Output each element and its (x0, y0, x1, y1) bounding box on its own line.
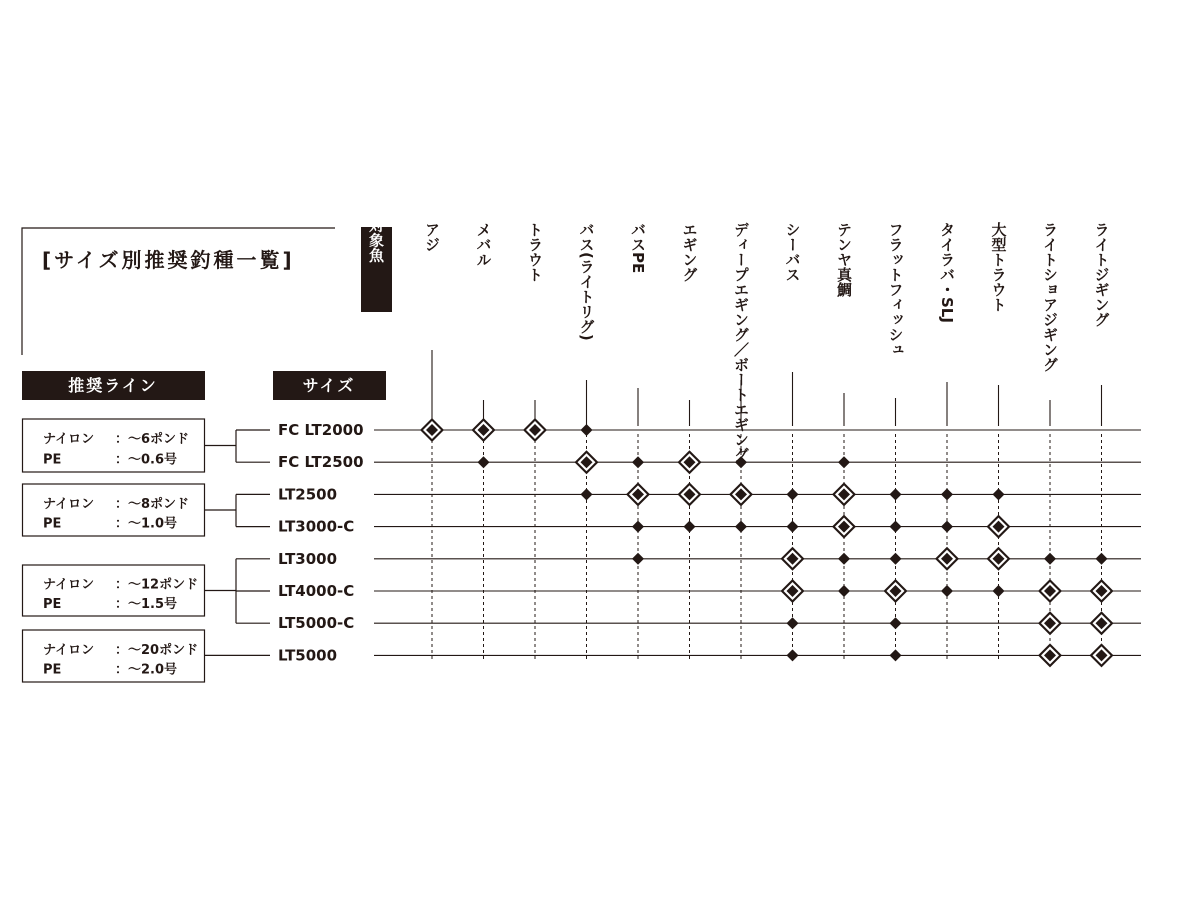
small-diamond-marker (890, 553, 902, 565)
nylon-label: ナイロン (43, 496, 95, 512)
large-diamond-marker (781, 579, 805, 603)
small-diamond-marker (993, 585, 1005, 597)
small-diamond-marker (890, 521, 902, 533)
small-diamond-marker (890, 488, 902, 500)
fish-column-label: バス(ライトリグ) (577, 222, 596, 341)
small-diamond-marker (478, 456, 490, 468)
small-diamond-marker (787, 521, 799, 533)
fish-column-label: トラウト (526, 222, 544, 282)
small-diamond-marker (838, 553, 850, 565)
size-row-label: LT4000-C (278, 582, 355, 600)
nylon-value: ：～12ポンド (115, 577, 199, 593)
large-diamond-marker (832, 482, 856, 506)
pe-label: PE (43, 662, 62, 678)
nylon-label: ナイロン (43, 642, 95, 658)
fish-column-label: タイラバ・SLJ (938, 222, 956, 323)
fish-column-label: ライトショアジギング (1041, 222, 1059, 372)
fish-column-label: テンヤ真鯛 (835, 222, 853, 297)
nylon-value: ：～6ポンド (115, 432, 190, 448)
small-diamond-marker (787, 617, 799, 629)
nylon-label: ナイロン (43, 432, 95, 448)
size-row-label: LT5000 (278, 646, 338, 665)
small-diamond-marker (581, 488, 593, 500)
large-diamond-marker (729, 482, 753, 506)
small-diamond-marker (890, 649, 902, 661)
large-diamond-marker (523, 418, 547, 442)
fish-column-label: 大型トラウト (989, 222, 1008, 312)
pe-label: PE (43, 516, 62, 532)
large-diamond-marker (987, 547, 1011, 571)
line-group (23, 419, 271, 472)
large-diamond-marker (678, 450, 702, 474)
pe-label: PE (43, 452, 62, 468)
size-row-label: LT2500 (278, 485, 338, 504)
pe-value: ：～1.0号 (115, 516, 178, 532)
large-diamond-marker (832, 515, 856, 539)
small-diamond-marker (838, 456, 850, 468)
pe-value: ：～0.6号 (115, 452, 178, 468)
size-row-label: FC LT2000 (278, 421, 364, 439)
grid-layer (374, 350, 1141, 661)
line-group (23, 484, 271, 536)
small-diamond-marker (581, 424, 593, 436)
small-diamond-marker (941, 488, 953, 500)
fish-column-label: シーバス (783, 222, 802, 282)
small-diamond-marker (941, 585, 953, 597)
large-diamond-marker (420, 418, 444, 442)
large-diamond-marker (1090, 643, 1114, 667)
small-diamond-marker (1096, 553, 1108, 565)
size-row-label: LT3000-C (278, 517, 355, 536)
fish-column-label: フラットフィッシュ (886, 222, 905, 357)
small-diamond-marker (632, 456, 644, 468)
fish-column-label: ディープエギング／ボートエギング (732, 222, 750, 462)
fish-column-label: メバル (474, 222, 493, 267)
large-diamond-marker (1090, 611, 1114, 635)
large-diamond-marker (781, 547, 805, 571)
large-diamond-marker (472, 418, 496, 442)
fish-column-label: エギング (680, 222, 699, 282)
line-group (23, 559, 271, 623)
fish-column-label: バスPE (629, 222, 647, 274)
large-diamond-marker (1038, 643, 1062, 667)
large-diamond-marker (1038, 579, 1062, 603)
small-diamond-marker (684, 521, 696, 533)
label-layer (278, 222, 1111, 664)
large-diamond-marker (1038, 611, 1062, 635)
small-diamond-marker (735, 521, 747, 533)
line-group (23, 630, 271, 682)
small-diamond-marker (632, 521, 644, 533)
fish-column-label: ライトジギング (1092, 222, 1111, 327)
large-diamond-marker (1090, 579, 1114, 603)
size-row-label: LT3000 (278, 549, 338, 568)
size-row-label: LT5000-C (278, 614, 355, 633)
large-diamond-marker (935, 547, 959, 571)
pe-value: ：～2.0号 (115, 662, 178, 678)
large-diamond-marker (575, 450, 599, 474)
large-diamond-marker (626, 482, 650, 506)
large-diamond-marker (678, 482, 702, 506)
small-diamond-marker (787, 649, 799, 661)
nylon-value: ：～20ポンド (115, 642, 199, 658)
small-diamond-marker (1044, 553, 1056, 565)
line-group-layer (23, 419, 271, 682)
size-header-label: サイズ (302, 376, 356, 395)
page-title: [サイズ別推奨釣種一覧] (42, 248, 295, 272)
large-diamond-marker (987, 515, 1011, 539)
small-diamond-marker (838, 585, 850, 597)
large-diamond-marker (884, 579, 908, 603)
small-diamond-marker (941, 521, 953, 533)
fish-column-label: アジ (423, 222, 441, 252)
target-fish-header-label: 対象魚 (367, 217, 385, 263)
small-diamond-marker (787, 488, 799, 500)
small-diamond-marker (632, 553, 644, 565)
nylon-value: ：～8ポンド (115, 496, 190, 512)
nylon-label: ナイロン (43, 577, 95, 593)
line-header-label: 推奨ライン (68, 376, 158, 395)
small-diamond-marker (890, 617, 902, 629)
marker-layer (420, 418, 1114, 667)
size-row-label: FC LT2500 (278, 453, 364, 472)
small-diamond-marker (993, 488, 1005, 500)
pe-label: PE (43, 596, 62, 612)
pe-value: ：～1.5号 (115, 596, 178, 612)
